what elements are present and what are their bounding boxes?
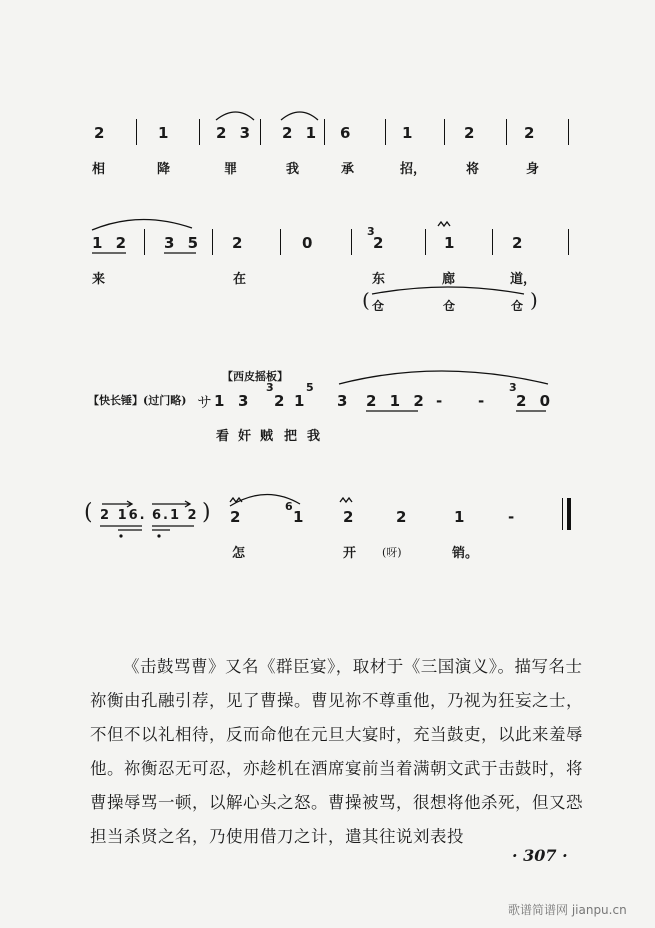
note: 2 bbox=[396, 508, 407, 526]
note: 2 bbox=[512, 234, 523, 252]
note: 2 bbox=[373, 234, 384, 252]
lyric: 把 bbox=[284, 429, 298, 444]
article-text bbox=[90, 650, 590, 854]
note-pair: 3 5 bbox=[164, 234, 203, 252]
slur bbox=[281, 112, 318, 120]
note: 2 bbox=[230, 508, 241, 526]
note-group: 2 1 2 bbox=[366, 392, 428, 410]
lyric: 道， bbox=[510, 272, 537, 287]
slur bbox=[216, 112, 254, 120]
grace-note: 6 bbox=[285, 500, 293, 513]
note: 1 bbox=[158, 124, 169, 142]
note: 1 bbox=[444, 234, 455, 252]
lyric: 看 bbox=[216, 429, 230, 444]
lyric: 招， bbox=[400, 162, 427, 177]
grace-note: 3 bbox=[266, 381, 274, 394]
lyric: 在 bbox=[233, 272, 247, 287]
lyric: 销。 bbox=[452, 546, 479, 561]
slur bbox=[92, 219, 192, 230]
lyric: 相 bbox=[92, 162, 106, 177]
note: 1 bbox=[294, 392, 305, 410]
percussion-cang: 仓 bbox=[372, 299, 385, 313]
grace-note: 5 bbox=[306, 381, 314, 394]
note: 3 bbox=[238, 392, 249, 410]
lyric: 东 bbox=[372, 272, 386, 287]
lyric-interjection: (呀) bbox=[382, 546, 402, 559]
arrow-mark bbox=[152, 501, 190, 507]
note-pair: 2 1 bbox=[282, 124, 321, 142]
percussion-close-paren: ) bbox=[530, 288, 538, 312]
percussion-open-paren: ( bbox=[362, 288, 370, 312]
percussion-cang: 仓 bbox=[511, 299, 524, 313]
note: 2 bbox=[464, 124, 475, 142]
note: 1 bbox=[293, 508, 304, 526]
tempo-label: 【西皮摇板】 bbox=[222, 370, 288, 383]
note: 3 bbox=[337, 392, 348, 410]
ornament-mark bbox=[438, 222, 450, 226]
note: 2 bbox=[232, 234, 243, 252]
dash: - bbox=[508, 508, 515, 526]
watermark: 歌谱简谱网 jianpu.cn bbox=[508, 903, 627, 917]
note: 2 bbox=[94, 124, 105, 142]
free-meter-mark: サ bbox=[197, 393, 213, 411]
note-pair: 2 0 bbox=[516, 392, 555, 410]
note: 1 bbox=[214, 392, 225, 410]
note: 1 bbox=[402, 124, 413, 142]
note: 1 bbox=[454, 508, 465, 526]
grace-note: 3 bbox=[509, 381, 517, 394]
note-pair: 1 2 bbox=[92, 234, 131, 252]
lyric: 来 bbox=[92, 272, 106, 287]
open-paren: ( bbox=[84, 500, 93, 525]
lyric: 开 bbox=[343, 546, 357, 561]
lyric: 我 bbox=[307, 429, 321, 444]
lyric: 怎 bbox=[232, 546, 246, 561]
lyric: 罪 bbox=[224, 162, 238, 177]
percussion-cang: 仓 bbox=[443, 299, 456, 313]
paragraph: 《击鼓骂曹》又名《群臣宴》，取材于《三国演义》。描写名士祢衡由孔融引荐，见了曹操。曹见祢不尊重他，乃视为狂妄之士，不但不以礼相待，反而命他在元旦大宴时，充当鼓吏，以此来羞辱他。祢衡忍无可忍，亦趁机在酒席宴前当着满朝文武于击鼓时，将曹操辱骂一顿，以解心头之怒。曹操被骂，很想将他杀死，但又恐担当杀贤之名，乃使用借刀之计，遣其往说刘表投 bbox=[90, 657, 583, 846]
note-group: 2 16. bbox=[100, 508, 147, 523]
close-paren: ) bbox=[202, 500, 211, 525]
note-group: 6.1 2 bbox=[152, 508, 199, 523]
note: 0 bbox=[302, 234, 313, 252]
arrow-mark bbox=[102, 501, 132, 507]
slur bbox=[339, 371, 548, 384]
note: 2 bbox=[274, 392, 285, 410]
lyric: 我 bbox=[286, 162, 300, 177]
lyric: 身 bbox=[526, 162, 540, 177]
dash: - bbox=[436, 392, 443, 410]
ornament-mark bbox=[340, 498, 352, 502]
slur bbox=[372, 287, 524, 294]
note-pair: 2 3 bbox=[216, 124, 255, 142]
note: 6 bbox=[340, 124, 351, 142]
dash: - bbox=[478, 392, 485, 410]
lyric: 降 bbox=[157, 162, 171, 177]
note: 2 bbox=[343, 508, 354, 526]
lyric: 廊 bbox=[442, 272, 456, 287]
lyric: 将 bbox=[466, 162, 480, 177]
prefix-label: 【快长锤】(过门略) bbox=[88, 394, 187, 407]
lyric: 奸 bbox=[238, 429, 252, 444]
page-number: · 307 · bbox=[512, 846, 568, 865]
lyric: 贼 bbox=[260, 429, 274, 444]
lyric: 承 bbox=[341, 162, 355, 177]
ornament-mark bbox=[230, 498, 242, 502]
note: 2 bbox=[524, 124, 535, 142]
grace-note: 3 bbox=[367, 225, 375, 238]
